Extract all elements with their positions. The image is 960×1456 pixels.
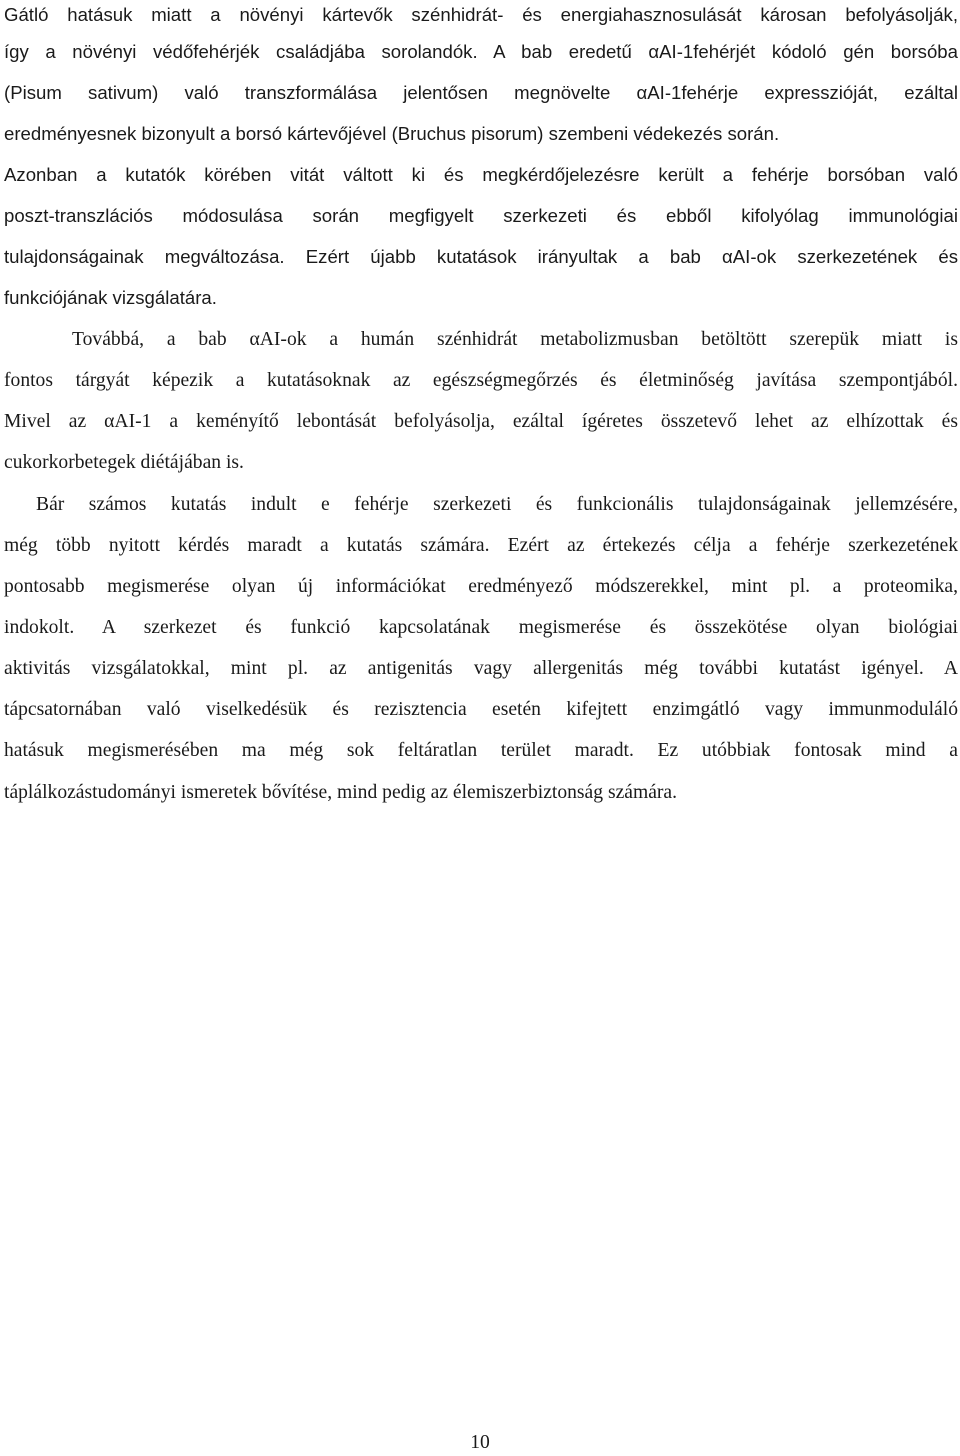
text-line: aktivitás vizsgálatokkal, mint pl. az antigenitás vagy allergenitás még további kutatást igényel. A	[4, 658, 958, 679]
text-line: hatásuk megismerésében ma még sok feltáratlan terület maradt. Ez utóbbiak fontosak mind a	[4, 740, 958, 761]
text-line: tápcsatornában való viselkedésük és rezisztencia esetén kifejtett enzimgátló vagy immunmoduláló	[4, 699, 958, 720]
text-line: Bár számos kutatás indult e fehérje szerkezeti és funkcionális tulajdonságainak jellemzésére,	[36, 494, 958, 515]
text-line: eredményesnek bizonyult a borsó kártevőjével (Bruchus pisorum) szembeni védekezés során.	[4, 123, 780, 144]
text-line: Mivel az αAI-1 a keményítő lebontását befolyásolja, ezáltal ígéretes összetevő lehet az elhízottak és	[4, 411, 958, 432]
text-line: így a növényi védőfehérjék családjába sorolandók. A bab eredetű αAI-1fehérjét kódoló gén borsóba	[4, 41, 958, 62]
text-line: Gátló hatásuk miatt a növényi kártevők szénhidrát- és energiahasznosulását károsan befolyásolják,	[4, 4, 958, 25]
text-line: poszt-transzlációs módosulása során megfigyelt szerkezeti és ebből kifolyólag immunológiai	[4, 205, 958, 226]
text-line: indokolt. A szerkezet és funkció kapcsolatának megismerése és összekötése olyan biológiai	[4, 617, 958, 638]
text-line: fontos tárgyát képezik a kutatásoknak az egészségmegőrzés és életminőség javítása szempontjából.	[4, 370, 958, 391]
page-number: 10	[470, 1432, 490, 1453]
text-line: cukorkorbetegek diétájában is.	[4, 452, 244, 473]
text-line: pontosabb megismerése olyan új információkat eredményező módszerekkel, mint pl. a proteomika,	[4, 576, 958, 597]
text-line: tulajdonságainak megváltozása. Ezért újabb kutatások irányultak a bab αAI-ok szerkezetének és	[4, 246, 958, 267]
text-line: Továbbá, a bab αAI-ok a humán szénhidrát metabolizmusban betöltött szerepük miatt is	[72, 329, 958, 350]
text-line: Azonban a kutatók körében vitát váltott ki és megkérdőjelezésre került a fehérje borsóban való	[4, 164, 958, 185]
text-line: még több nyitott kérdés maradt a kutatás számára. Ezért az értekezés célja a fehérje szerkezetének	[4, 535, 958, 556]
text-line: táplálkozástudományi ismeretek bővítése, mind pedig az élemiszerbiztonság számára.	[4, 782, 678, 803]
text-line: funkciójának vizsgálatára.	[4, 287, 217, 308]
text-line: (Pisum sativum) való transzformálása jelentősen megnövelte αAI-1fehérje expresszióját, ezáltal	[4, 82, 958, 103]
